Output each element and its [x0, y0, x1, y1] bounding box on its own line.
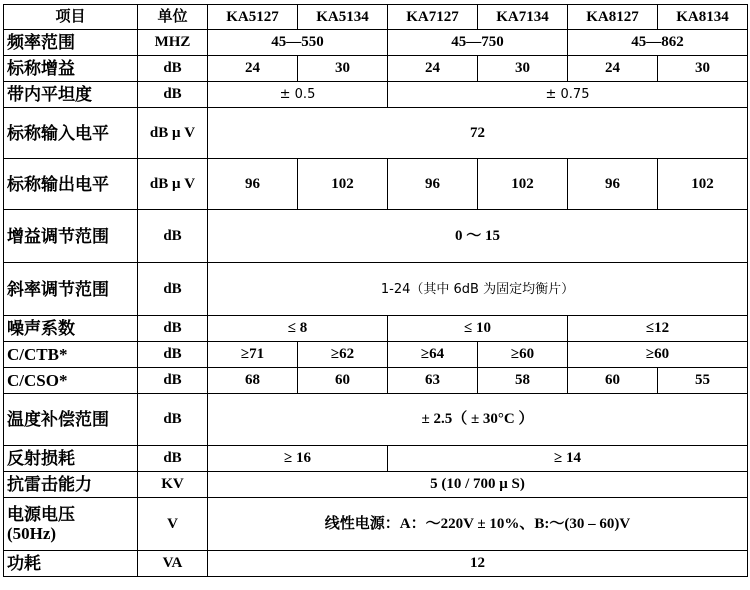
cell-value: ≤12 [568, 316, 748, 342]
cell-value: 24 [568, 56, 658, 82]
cell-value: 线性电源：A：～220V ± 10%、B:～(30 – 60)V [208, 498, 748, 551]
row-label: 标称增益 [4, 56, 138, 82]
table-row [4, 56, 748, 82]
cell-value: 24 [388, 56, 478, 82]
table-row [4, 316, 748, 342]
cell-value: 5 (10 / 700 μ S) [208, 472, 748, 498]
row-label [4, 498, 138, 551]
header-unit: 单位 [138, 5, 208, 30]
table-row [4, 108, 748, 159]
cell-value: 30 [298, 56, 388, 82]
cell-value: ≥71 [208, 342, 298, 368]
cell-value: 68 [208, 368, 298, 394]
cell-value: 45—862 [568, 30, 748, 56]
row-label: 标称输入电平 [4, 108, 138, 159]
table-row [4, 159, 748, 210]
cell-value: ≥ 14 [388, 446, 748, 472]
table-row [4, 263, 748, 316]
cell-value: ± 0.5 [208, 82, 388, 108]
header-model: KA5134 [298, 5, 388, 30]
cell-value: 30 [478, 56, 568, 82]
cell-value: 72 [208, 108, 748, 159]
table-row [4, 498, 748, 551]
header-model: KA8127 [568, 5, 658, 30]
cell-value: ≥60 [478, 342, 568, 368]
row-unit: dB [138, 210, 208, 263]
row-label: 增益调节范围 [4, 210, 138, 263]
cell-value: ± 0.75 [388, 82, 748, 108]
row-label: 温度补偿范围 [4, 394, 138, 446]
row-unit: KV [138, 472, 208, 498]
row-label-main: 电源电压 [7, 505, 75, 524]
header-model: KA7127 [388, 5, 478, 30]
table-row [4, 446, 748, 472]
cell-value: 30 [658, 56, 748, 82]
table-header-row [4, 5, 748, 30]
header-model: KA8134 [658, 5, 748, 30]
cell-value: ± 2.5（ ± 30°C ） [208, 394, 748, 446]
table-row [4, 472, 748, 498]
row-label: C/CSO* [4, 368, 138, 394]
spec-table [3, 4, 748, 577]
row-label: 反射损耗 [4, 446, 138, 472]
cell-value: ≤ 10 [388, 316, 568, 342]
cell-value: ≤ 8 [208, 316, 388, 342]
row-label: C/CTB* [4, 342, 138, 368]
table-row [4, 368, 748, 394]
cell-value: 1-24（其中 6dB 为固定均衡片） [208, 263, 748, 316]
header-model: KA5127 [208, 5, 298, 30]
cell-value: 58 [478, 368, 568, 394]
row-label: 功耗 [4, 551, 138, 577]
table-row [4, 342, 748, 368]
row-label: 抗雷击能力 [4, 472, 138, 498]
row-label: 频率范围 [4, 30, 138, 56]
cell-value: 96 [208, 159, 298, 210]
cell-value: 96 [388, 159, 478, 210]
cell-value: 45—550 [208, 30, 388, 56]
table-row [4, 394, 748, 446]
cell-value: 24 [208, 56, 298, 82]
row-unit: dB [138, 446, 208, 472]
cell-value: ≥ 16 [208, 446, 388, 472]
table-row [4, 210, 748, 263]
header-item: 项目 [4, 5, 138, 30]
cell-value: ≥62 [298, 342, 388, 368]
row-unit: dB [138, 263, 208, 316]
row-unit: dB μ V [138, 108, 208, 159]
row-unit: dB [138, 394, 208, 446]
row-unit: dB μ V [138, 159, 208, 210]
row-unit: dB [138, 56, 208, 82]
cell-value: ≥64 [388, 342, 478, 368]
cell-value: ≥60 [568, 342, 748, 368]
header-model: KA7134 [478, 5, 568, 30]
row-label: 噪声系数 [4, 316, 138, 342]
cell-value: 12 [208, 551, 748, 577]
cell-value: 45—750 [388, 30, 568, 56]
row-label-sub: (50Hz) [7, 524, 57, 543]
cell-value: 102 [478, 159, 568, 210]
table-row [4, 82, 748, 108]
table-row [4, 551, 748, 577]
table-row [4, 30, 748, 56]
row-unit: dB [138, 316, 208, 342]
cell-value: 102 [658, 159, 748, 210]
cell-value: 60 [568, 368, 658, 394]
cell-value: 96 [568, 159, 658, 210]
row-unit: VA [138, 551, 208, 577]
cell-value: 55 [658, 368, 748, 394]
row-unit: V [138, 498, 208, 551]
cell-value: 60 [298, 368, 388, 394]
cell-value: 63 [388, 368, 478, 394]
row-label: 斜率调节范围 [4, 263, 138, 316]
row-unit: dB [138, 342, 208, 368]
row-unit: dB [138, 82, 208, 108]
row-unit: dB [138, 368, 208, 394]
row-label: 标称输出电平 [4, 159, 138, 210]
row-unit: MHZ [138, 30, 208, 56]
cell-value: 0 ～ 15 [208, 210, 748, 263]
cell-value: 102 [298, 159, 388, 210]
row-label: 带内平坦度 [4, 82, 138, 108]
